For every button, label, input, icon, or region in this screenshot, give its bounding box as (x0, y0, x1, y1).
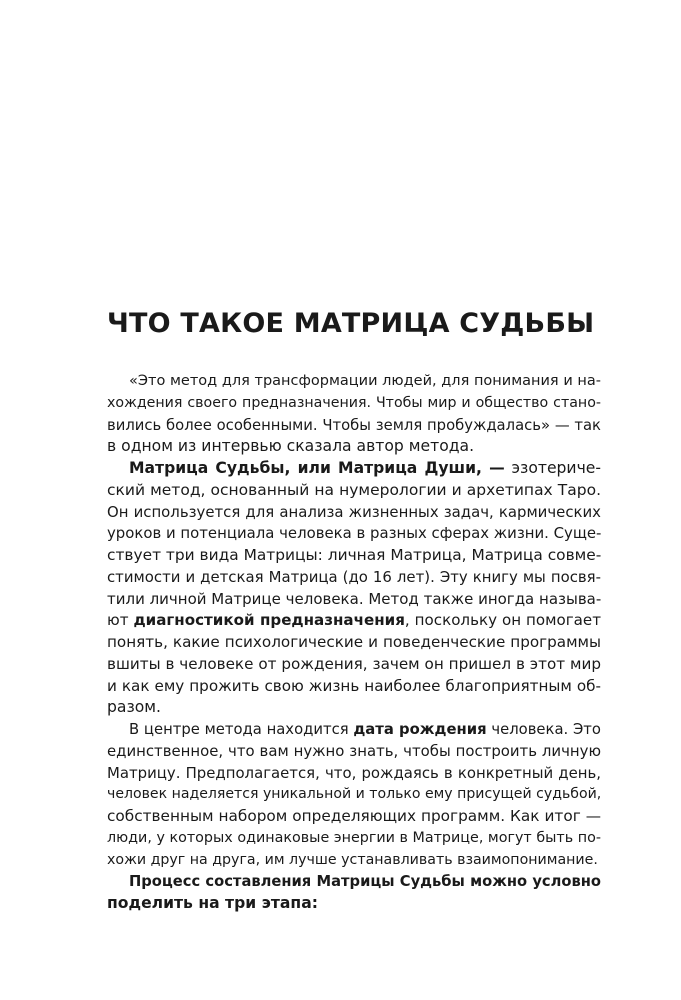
text-line: Матрицу. Предполагается, что, рождаясь в конкретный день, (107, 763, 601, 782)
text-line: вшиты в человеке от рождения, зачем он пришел в этот мир (107, 654, 601, 673)
text-line: понять, какие психологические и поведенческие программы (107, 633, 601, 651)
text-line: человек наделяется уникальной и только ему присущей судьбой, (107, 786, 602, 803)
text-line: ский метод, основанный на нумерологии и архетипах Таро. (107, 480, 601, 499)
text-line: вились более особенными. Чтобы земля пробуждалась» — так (107, 416, 601, 434)
text-line: хождения своего предназначения. Чтобы мир и общество стано- (107, 394, 601, 411)
text-line: ствует три вида Матрицы: личная Матрица, Матрица совме- (107, 546, 602, 564)
text-line: разом. (107, 698, 162, 717)
text-line: Матрица Судьбы, или Матрица Души, — эзотериче- (129, 459, 601, 477)
text-line: собственным набором определяющих программ. Как итог — (107, 807, 601, 825)
text-line: люди, у которых одинаковые энергии в Матрице, могут быть по- (107, 829, 601, 846)
text-line: Он используется для анализа жизненных задач, кармических (107, 502, 601, 521)
text-line: В центре метода находится дата рождения человека. Это (129, 721, 601, 738)
text-line: Процесс составления Матрицы Судьбы можно условно (129, 873, 601, 891)
text-line: ют диагностикой предназначения, поскольку он помогает (107, 611, 602, 630)
text-line: хожи друг на друга, им лучше устанавливать взаимопонимание. (107, 851, 598, 868)
text-line: «Это метод для трансформации людей, для понимания и на- (129, 373, 601, 389)
text-line: стимости и детская Матрица (до 16 лет). Эту книгу мы посвя- (107, 567, 601, 586)
text-line: единственное, что вам нужно знать, чтобы построить личную (107, 741, 601, 760)
chapter-body (107, 371, 601, 915)
text-line: тили личной Матрице человека. Метод также иногда называ- (107, 589, 602, 608)
text-line: в одном из интервью сказала автор метода. (107, 437, 475, 456)
text-line: поделить на три этапа: (107, 894, 318, 912)
chapter-title: ЧТО ТАКОЕ МАТРИЦА СУДЬБЫ (107, 308, 595, 339)
text-line: уроков и потенциала человека в разных сферах жизни. Суще- (107, 524, 602, 543)
text-line: и как ему прожить свою жизнь наиболее благоприятным об- (107, 676, 601, 695)
